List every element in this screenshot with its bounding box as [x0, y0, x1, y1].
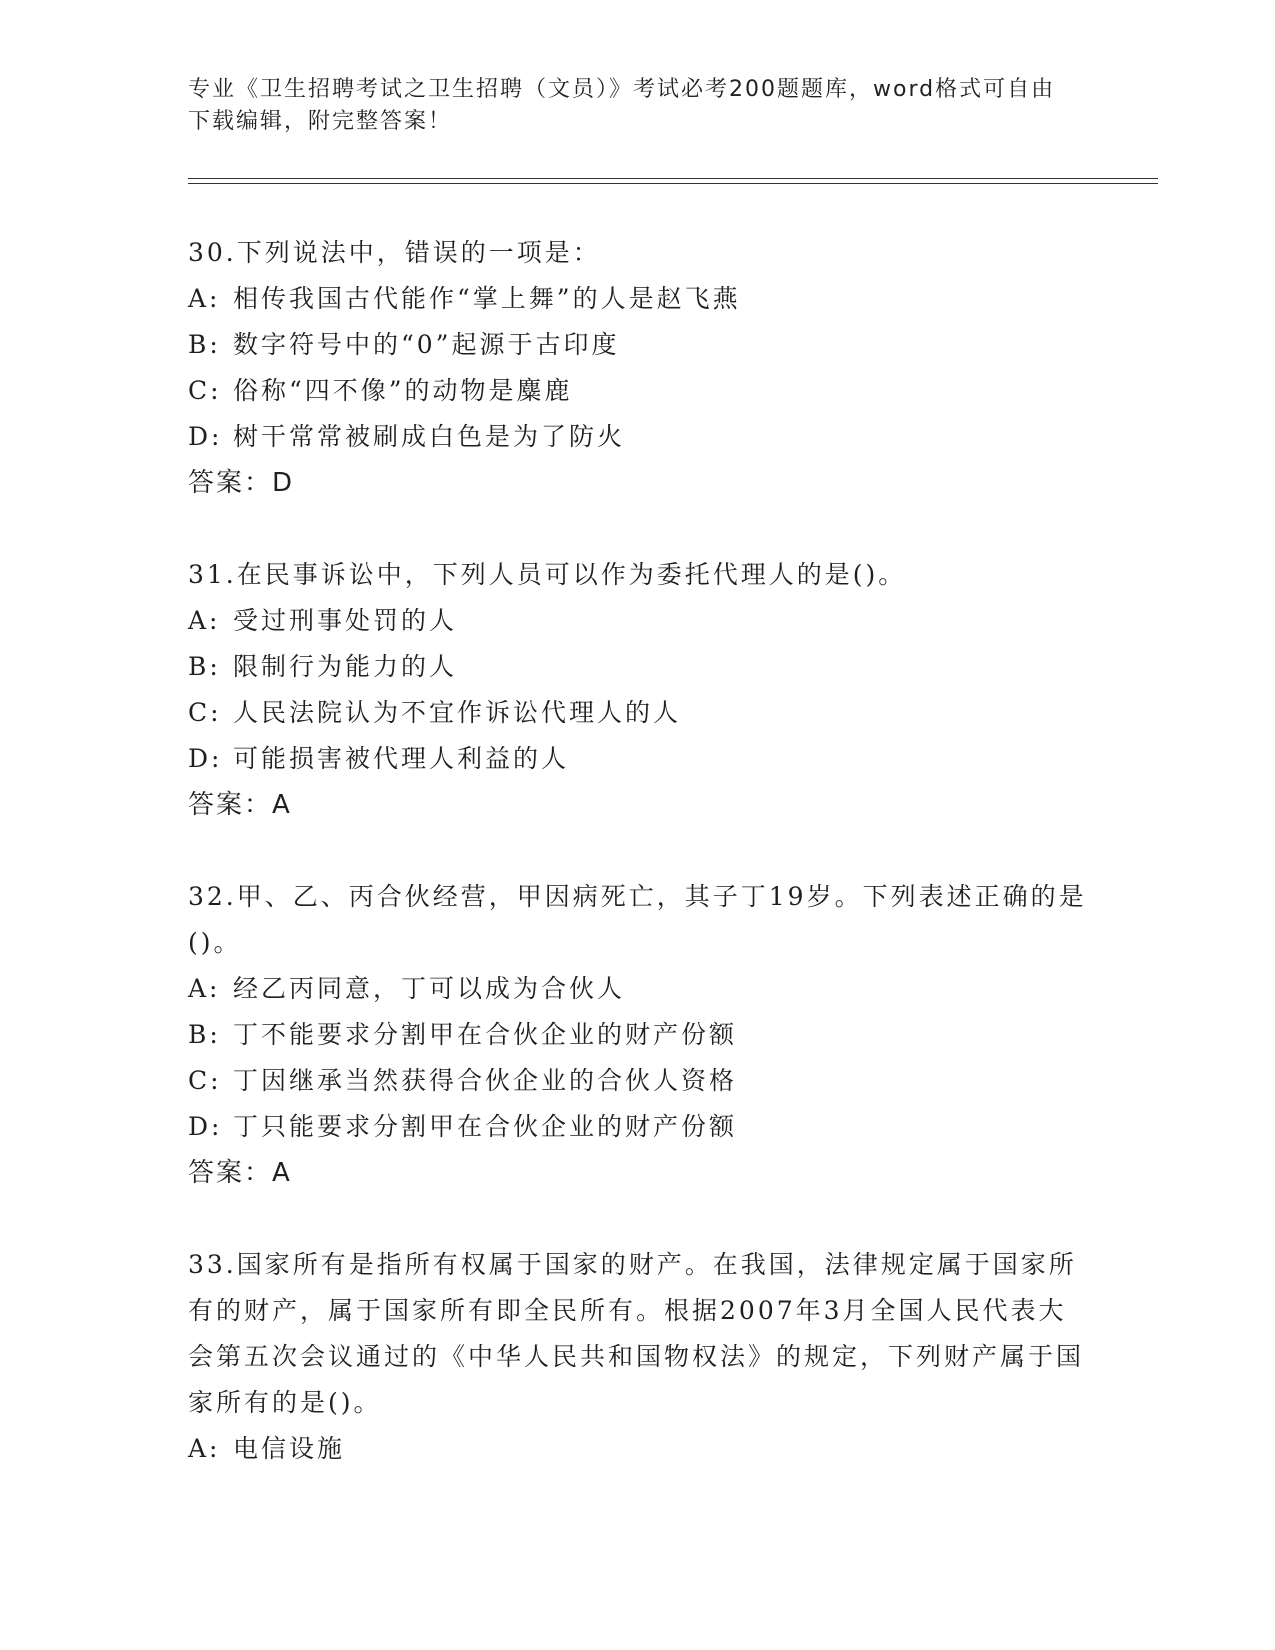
option-a	[188, 966, 1088, 1012]
option-b	[188, 644, 1088, 690]
question-stem: 32.甲、乙、丙合伙经营，甲因病死亡，其子丁19岁。下列表述正确的是()。	[188, 882, 1087, 957]
question-stem: 31.在民事诉讼中，下列人员可以作为委托代理人的是()。	[188, 560, 907, 589]
option-d	[188, 414, 1088, 460]
answer-line: 答案：D	[188, 468, 295, 498]
header-divider-top	[188, 178, 1158, 179]
option-d	[188, 736, 1088, 782]
option-key: B:	[188, 330, 221, 359]
option-key: D:	[188, 422, 223, 451]
option-b	[188, 322, 1088, 368]
option-key: D:	[188, 744, 223, 773]
option-key: A:	[188, 974, 221, 1003]
option-a	[188, 1426, 1088, 1472]
option-key: A:	[188, 1434, 221, 1463]
option-d	[188, 1104, 1088, 1150]
answer-line: 答案：A	[188, 790, 292, 820]
option-text: 人民法院认为不宜作诉讼代理人的人	[233, 698, 682, 727]
option-key: C:	[188, 376, 222, 405]
option-a	[188, 276, 1088, 322]
option-text: 丁不能要求分割甲在合伙企业的财产份额	[233, 1020, 738, 1049]
option-c	[188, 368, 1088, 414]
option-key: C:	[188, 698, 222, 727]
option-text: 电信设施	[233, 1434, 346, 1463]
question-30	[188, 230, 1088, 506]
option-text: 丁只能要求分割甲在合伙企业的财产份额	[233, 1112, 738, 1141]
option-key: B:	[188, 1020, 221, 1049]
answer-line: 答案：A	[188, 1158, 292, 1188]
option-key: A:	[188, 284, 221, 313]
option-text: 数字符号中的“0”起源于古印度	[233, 330, 620, 359]
question-32	[188, 874, 1088, 1196]
question-stem: 33.国家所有是指所有权属于国家的财产。在我国，法律规定属于国家所有的财产，属于国家所有即全民所有。根据2007年3月全国人民代表大会第五次会议通过的《中华人民共和国物权法》的规定，下列财产属于国家所有的是()。	[188, 1250, 1085, 1417]
option-a	[188, 598, 1088, 644]
option-b	[188, 1012, 1088, 1058]
option-text: 经乙丙同意，丁可以成为合伙人	[233, 974, 626, 1003]
question-33	[188, 1242, 1088, 1472]
question-31	[188, 552, 1088, 828]
option-text: 受过刑事处罚的人	[233, 606, 458, 635]
document-intro: 专业《卫生招聘考试之卫生招聘（文员）》考试必考200题题库，word格式可自由下载编辑，附完整答案！	[188, 77, 1056, 134]
option-key: B:	[188, 652, 221, 681]
option-key: D:	[188, 1112, 223, 1141]
option-text: 可能损害被代理人利益的人	[233, 744, 570, 773]
option-text: 相传我国古代能作“掌上舞”的人是赵飞燕	[233, 284, 741, 313]
question-list	[188, 230, 1088, 1518]
option-text: 限制行为能力的人	[233, 652, 458, 681]
option-c	[188, 1058, 1088, 1104]
question-stem: 30.下列说法中，错误的一项是：	[188, 238, 601, 267]
option-text: 丁因继承当然获得合伙企业的合伙人资格	[233, 1066, 738, 1095]
header-divider-bottom	[188, 183, 1158, 184]
option-text: 树干常常被刷成白色是为了防火	[233, 422, 626, 451]
option-key: A:	[188, 606, 221, 635]
option-c	[188, 690, 1088, 736]
option-text: 俗称“四不像”的动物是麋鹿	[233, 376, 573, 405]
option-key: C:	[188, 1066, 222, 1095]
